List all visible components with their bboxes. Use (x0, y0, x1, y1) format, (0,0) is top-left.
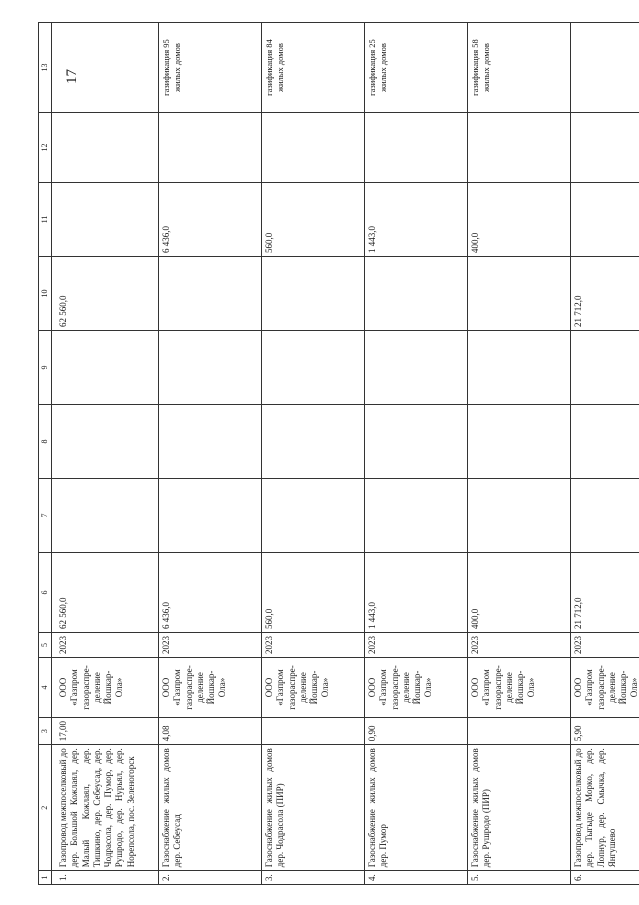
row-number: 1. (52, 871, 159, 885)
result-note: газификация 58 жилых домов (468, 23, 571, 113)
object-name: Газоснабжение жилых домов дер. Чодрасола (ПИР) (262, 745, 365, 871)
result-note (52, 23, 159, 113)
table-row (52, 23, 159, 885)
cost-total: 560,0 (262, 553, 365, 633)
cell-9 (52, 331, 159, 405)
col-header: 6 (39, 553, 52, 633)
col-header: 3 (39, 718, 52, 745)
object-name: Газоснабжение жилых домов дер. Себеусад (159, 745, 262, 871)
col-header: 11 (39, 183, 52, 257)
cell-9 (365, 331, 468, 405)
cell-12 (159, 113, 262, 183)
object-name: Газоснабжение жилых домов дер. Рушродо (ПИР) (468, 745, 571, 871)
object-name: Газопровод межпоселковый до дер. Большой Кожлаял, дер. Малый Кожлаял, дер. Тишкино, дер. Себеусад, дер. Чодрасола, дер. Пумор, дер. Рушродо, дер. Нурьял, дер. Норепсола, пос. Зеленогорск (52, 745, 159, 871)
cell-11: 560,0 (262, 183, 365, 257)
cell-7 (52, 479, 159, 553)
cell-8 (262, 405, 365, 479)
cell-10 (262, 257, 365, 331)
object-name: Газоснабжение жилых домов дер. Пумор (365, 745, 468, 871)
year: 2023 (159, 633, 262, 658)
col-header: 5 (39, 633, 52, 658)
executor: ООО «Газпром газораспре-деление Йошкар-Ола» (365, 658, 468, 718)
cell-12 (468, 113, 571, 183)
cell-8 (571, 405, 639, 479)
table-row (468, 23, 571, 885)
length-km (262, 718, 365, 745)
cell-11: 400,0 (468, 183, 571, 257)
year: 2023 (52, 633, 159, 658)
year: 2023 (262, 633, 365, 658)
cell-7 (571, 479, 639, 553)
data-table (38, 22, 639, 885)
table-row (262, 23, 365, 885)
cell-9 (571, 331, 639, 405)
cell-8 (365, 405, 468, 479)
cost-total: 21 712,0 (571, 553, 639, 633)
result-note: газификация 25 жилых домов (365, 23, 468, 113)
table-row (159, 23, 262, 885)
executor: ООО «Газпром газораспре-деление Йошкар-Ола» (571, 658, 639, 718)
row-number: 4. (365, 871, 468, 885)
row-number: 3. (262, 871, 365, 885)
cell-12 (52, 113, 159, 183)
cell-12 (571, 113, 639, 183)
cell-10: 21 712,0 (571, 257, 639, 331)
col-header: 1 (39, 871, 52, 885)
col-header: 8 (39, 405, 52, 479)
col-header: 4 (39, 658, 52, 718)
cost-total: 62 560,0 (52, 553, 159, 633)
cell-7 (262, 479, 365, 553)
cell-11 (571, 183, 639, 257)
result-note (571, 23, 639, 113)
col-header: 7 (39, 479, 52, 553)
col-header: 2 (39, 745, 52, 871)
row-number: 6. (571, 871, 639, 885)
col-header: 10 (39, 257, 52, 331)
object-name: Газопровод межпоселковый до дер. Тыгыде Моркo, дер. Лопнур, дер. Смычка, дер. Янгушево (571, 745, 639, 871)
col-header: 9 (39, 331, 52, 405)
col-header: 13 (39, 23, 52, 113)
cell-9 (468, 331, 571, 405)
executor: ООО «Газпром газораспре-деление Йошкар-Ола» (262, 658, 365, 718)
cell-7 (365, 479, 468, 553)
cost-total: 6 436,0 (159, 553, 262, 633)
header-row (39, 23, 52, 885)
cell-8 (52, 405, 159, 479)
cell-7 (159, 479, 262, 553)
col-header: 12 (39, 113, 52, 183)
length-km: 4,08 (159, 718, 262, 745)
year: 2023 (571, 633, 639, 658)
cell-9 (159, 331, 262, 405)
table-row (571, 23, 639, 885)
result-note: газификация 95 жилых домов (159, 23, 262, 113)
row-number: 5. (468, 871, 571, 885)
executor: ООО «Газпром газораспре-деление Йошкар-Ола» (159, 658, 262, 718)
length-km (468, 718, 571, 745)
year: 2023 (468, 633, 571, 658)
cell-10: 62 560,0 (52, 257, 159, 331)
result-note: газификация 84 жилых домов (262, 23, 365, 113)
cell-10 (365, 257, 468, 331)
cell-11: 1 443,0 (365, 183, 468, 257)
cell-8 (159, 405, 262, 479)
executor: ООО «Газпром газораспре-деление Йошкар-Ола» (468, 658, 571, 718)
table-row (365, 23, 468, 885)
length-km: 17,00 (52, 718, 159, 745)
length-km: 5,90 (571, 718, 639, 745)
cell-10 (468, 257, 571, 331)
executor: ООО «Газпром газораспре-деление Йошкар-Ола» (52, 658, 159, 718)
length-km: 0,90 (365, 718, 468, 745)
year: 2023 (365, 633, 468, 658)
cost-total: 400,0 (468, 553, 571, 633)
cell-11 (52, 183, 159, 257)
cell-9 (262, 331, 365, 405)
cell-10 (159, 257, 262, 331)
cell-11: 6 436,0 (159, 183, 262, 257)
cell-12 (365, 113, 468, 183)
cost-total: 1 443,0 (365, 553, 468, 633)
page-number: 17 (64, 69, 80, 84)
cell-8 (468, 405, 571, 479)
cell-7 (468, 479, 571, 553)
cell-12 (262, 113, 365, 183)
row-number: 2. (159, 871, 262, 885)
